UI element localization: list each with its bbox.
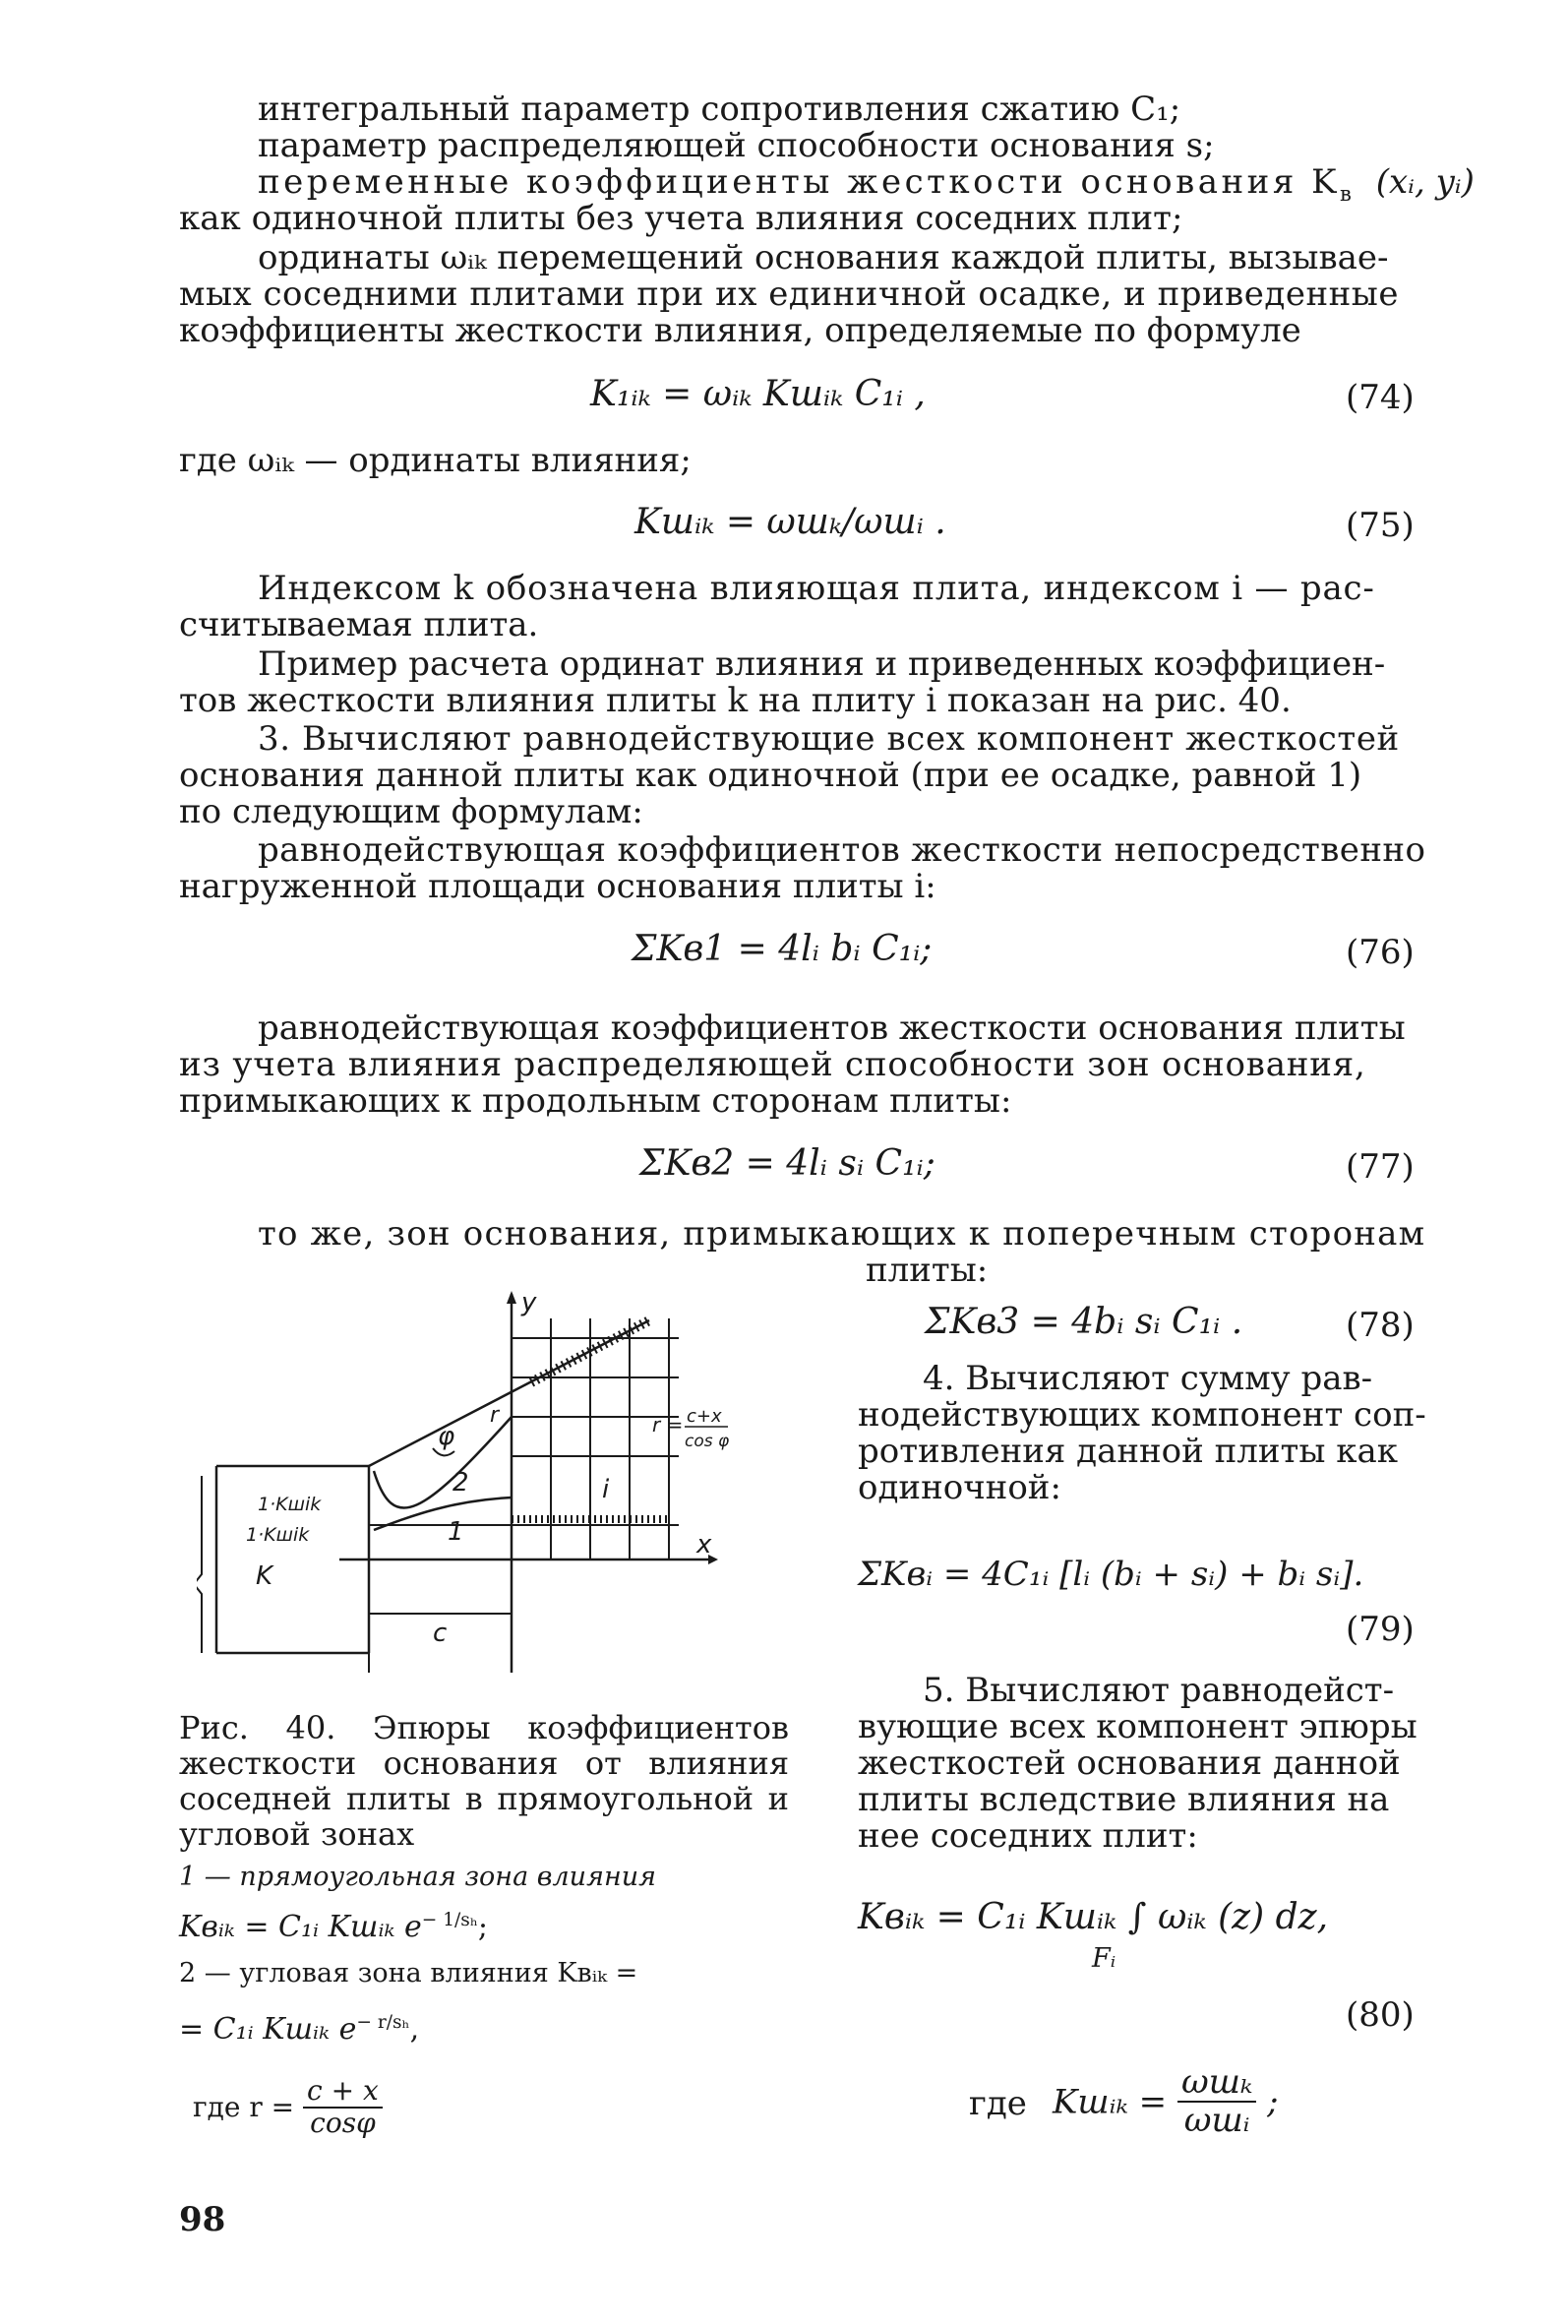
phi-label: φ (438, 1422, 455, 1451)
eq-number: (79) (1346, 1610, 1415, 1649)
r-line (369, 1320, 649, 1466)
text-line: 4. Вычисляют сумму рав- (923, 1359, 1373, 1398)
caption-line-1: 1 — прямоугольная зона влияния (179, 1862, 656, 1892)
i-label: i (602, 1475, 610, 1504)
grid (512, 1318, 679, 1560)
formula-80-where: Kшᵢₖ = $\frac{\text{ωшₖ}}{\text{ωшᵢ}}$ ; (1053, 2062, 1279, 2141)
formula-76: ΣKв1 = 4lᵢ bᵢ C₁ᵢ; (632, 929, 933, 969)
eq-number: (75) (1346, 506, 1415, 545)
caption-formula-1: Kвᵢₖ = C₁ᵢ Kшᵢₖ $e^{- 1/s_h}$; (179, 1910, 488, 1944)
figure-caption: Рис. 40. Эпюры коэффициентов жесткости основания от влияния соседней плиты в прямоугольной и угловой зонах (179, 1709, 789, 1853)
formula-75: Kшᵢₖ = ωшₖ/ωшᵢ . (634, 502, 946, 542)
text-line: одиночной: (858, 1468, 1061, 1507)
text-line: считываемая плита. (179, 605, 539, 644)
curve-2-label: 2 (452, 1468, 469, 1498)
y-axis-label: y (521, 1288, 537, 1317)
k-wik-label-1: 1·Kшik (258, 1494, 322, 1515)
integral-limit: Fᵢ (1092, 1943, 1116, 1974)
text-line: где ωᵢₖ — ординаты влияния; (179, 441, 692, 480)
text-line: равнодействующая коэффициентов жесткости непосредственно (258, 830, 1426, 870)
formula-74: K₁ᵢₖ = ωᵢₖ Kшᵢₖ C₁ᵢ , (590, 374, 926, 414)
text-line: 5. Вычисляют равнодейст- (923, 1671, 1395, 1710)
text-line: 3. Вычисляют равнодействующие всех компонент жесткостей (258, 719, 1400, 759)
text-line: примыкающих к продольным сторонам плиты: (179, 1081, 1012, 1121)
text-line: переменные коэффициенты жесткости основания $K_в$ (xᵢ, yᵢ) (258, 162, 1475, 206)
r-formula-den: cos φ (685, 1432, 730, 1451)
text-line: равнодействующая коэффициентов жесткости основания плиты (258, 1009, 1406, 1048)
text-line: то же, зон основания, примыкающих к поперечным сторонам (258, 1214, 1426, 1254)
formula-78: ΣKв3 = 4bᵢ sᵢ C₁ᵢ . (925, 1302, 1243, 1342)
text-line: тов жесткости влияния плиты k на плиту i показан на рис. 40. (179, 681, 1292, 720)
caption-formula-3: где r = $\frac{c + x}{\cos\varphi}$ (193, 2076, 383, 2139)
r-formula-num: c+x (687, 1406, 722, 1427)
text-line: жесткостей основания данной (858, 1743, 1401, 1783)
y-axis-arrow-icon (507, 1291, 516, 1304)
text-line: плиты: (866, 1251, 989, 1290)
text-line: где (969, 2084, 1027, 2123)
text-line: коэффициенты жесткости влияния, определяемые по формуле (179, 311, 1301, 350)
eq-number: (77) (1346, 1147, 1415, 1187)
eq-number: (76) (1346, 933, 1415, 972)
formula-77: ΣKв2 = 4lᵢ sᵢ C₁ᵢ; (639, 1143, 935, 1184)
text-line: вующие всех компонент эпюры (858, 1707, 1417, 1746)
r-label: r (490, 1403, 500, 1428)
text-line: основания данной плиты как одиночной (при ее осадке, равной 1) (179, 756, 1362, 795)
eq-number: (74) (1346, 378, 1415, 417)
text-line: параметр распределяющей способности основания s; (258, 126, 1215, 165)
c-label: c (433, 1619, 448, 1648)
k-wik-label-2: 1·Kшik (246, 1524, 310, 1546)
text-line: из учета влияния распределяющей способности зон основания, (179, 1045, 1366, 1084)
eq-number: (78) (1346, 1306, 1415, 1345)
figure-40 (197, 1279, 748, 1673)
text-line: как одиночной плиты без учета влияния соседних плит; (179, 199, 1183, 238)
formula-79: ΣKвᵢ = 4C₁ᵢ [lᵢ (bᵢ + sᵢ) + bᵢ sᵢ]. (858, 1555, 1364, 1594)
text-line: Индексом k обозначена влияющая плита, индексом i — рас- (258, 569, 1375, 608)
text-line: нодействующих компонент соп- (858, 1395, 1426, 1435)
eq-number: (80) (1346, 1995, 1415, 2035)
text-line: мых соседними плитами при их единичной осадке, и приведенные (179, 275, 1399, 314)
text-line: нее соседних плит: (858, 1816, 1198, 1856)
r-formula-lhs: r = (652, 1413, 684, 1437)
k-brace (197, 1476, 202, 1653)
text-line: интегральный параметр сопротивления сжатию C₁; (258, 90, 1181, 129)
text-line: нагруженной площади основания плиты i: (179, 867, 936, 906)
text-line: по следующим формулам: (179, 792, 643, 831)
text-line: плиты вследствие влияния на (858, 1780, 1390, 1819)
k-label: K (256, 1561, 273, 1591)
text-line: ротивления данной плиты как (858, 1432, 1398, 1471)
curve-1-label: 1 (448, 1517, 464, 1547)
x-axis-label: x (696, 1530, 712, 1560)
text-line: ординаты ωᵢₖ перемещений основания каждой плиты, вызывае- (258, 238, 1389, 277)
caption-line-2: 2 — угловая зона влияния Kвᵢₖ = (179, 1958, 638, 1988)
text-line: Пример расчета ординат влияния и приведенных коэффициен- (258, 644, 1386, 684)
page-number: 98 (179, 2200, 226, 2239)
caption-formula-2: = C₁ᵢ Kшᵢₖ $e^{- r/s_h}$, (179, 2012, 420, 2047)
formula-80: Kвᵢₖ = C₁ᵢ Kшᵢₖ ∫ ωᵢₖ (z) dz, (858, 1897, 1329, 1937)
